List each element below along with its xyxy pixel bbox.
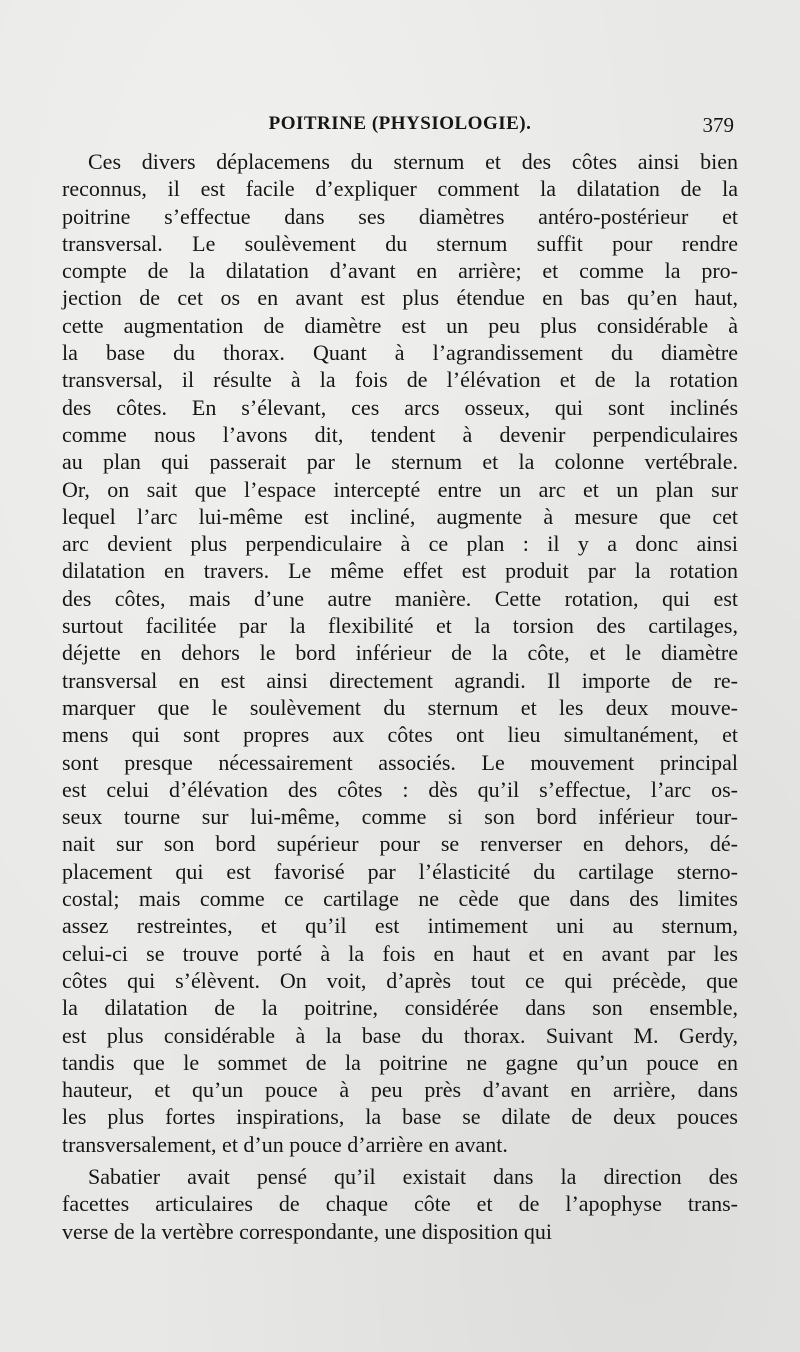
running-title-section: (PHYSIOLOGIE).: [371, 113, 532, 134]
text-line: la dilatation de la poitrine, considérée dans son ensemble,: [62, 995, 738, 1021]
text-line: verse de la vertèbre correspondante, une disposition qui: [62, 1218, 552, 1244]
text-line: est celui d’élévation des côtes : dès qu’il s’effectue, l’arc os-: [62, 776, 738, 802]
running-title: [62, 113, 738, 135]
text-line: au plan qui passerait par le sternum et la colonne vertébrale.: [62, 449, 738, 475]
text-line: lequel l’arc lui-même est incliné, augmente à mesure que cet: [62, 503, 738, 529]
text-line: poitrine s’effectue dans ses diamètres antéro-postérieur et: [62, 203, 738, 229]
text-line: sont presque nécessairement associés. Le mouvement principal: [62, 749, 738, 775]
text-line: arc devient plus perpendiculaire à ce plan : il y a donc ainsi: [62, 531, 738, 557]
text-line: transversal. Le soulèvement du sternum suffit pour rendre: [62, 230, 738, 256]
text-line: cette augmentation de diamètre est un peu plus considérable à: [62, 312, 738, 338]
text-line: nait sur son bord supérieur pour se renverser en dehors, dé-: [62, 831, 738, 857]
text-line: placement qui est favorisé par l’élasticité du cartilage sterno-: [62, 858, 738, 884]
running-title-main: POITRINE: [268, 113, 367, 134]
text-line: des côtes. En s’élevant, ces arcs osseux, qui sont inclinés: [62, 394, 738, 420]
text-line: seux tourne sur lui-même, comme si son bord inférieur tour-: [62, 804, 738, 830]
text-line: transversal en est ainsi directement agrandi. Il importe de re-: [62, 667, 738, 693]
text-line: comme nous l’avons dit, tendent à devenir perpendiculaires: [62, 421, 738, 447]
text-line: Sabatier avait pensé qu’il existait dans la direction des: [88, 1163, 738, 1189]
text-line: Ces divers déplacemens du sternum et des côtes ainsi bien: [88, 149, 738, 174]
paragraph-1: [62, 148, 738, 1158]
text-line: Or, on sait que l’espace intercepté entre un arc et un plan sur: [62, 476, 738, 502]
paragraph-2: [62, 1163, 738, 1245]
running-header: [62, 113, 738, 145]
text-line: celui-ci se trouve porté à la fois en haut et en avant par les: [62, 940, 738, 966]
text-line: tandis que le sommet de la poitrine ne gagne qu’un pouce en: [62, 1049, 738, 1075]
text-line: la base du thorax. Quant à l’agrandissement du diamètre: [62, 340, 738, 366]
text-line: jection de cet os en avant est plus étendue en bas qu’en haut,: [62, 285, 738, 311]
text-line: surtout facilitée par la flexibilité et la torsion des cartilages,: [62, 613, 738, 639]
text-line: dilatation en travers. Le même effet est produit par la rotation: [62, 558, 738, 584]
text-line: mens qui sont propres aux côtes ont lieu simultanément, et: [62, 722, 738, 748]
text-line: assez restreintes, et qu’il est intimement uni au sternum,: [62, 913, 738, 939]
text-line: hauteur, et qu’un pouce à peu près d’avant en arrière, dans: [62, 1077, 738, 1103]
text-line: compte de la dilatation d’avant en arrière; et comme la pro-: [62, 258, 738, 284]
body-text: [62, 148, 738, 1245]
text-line: marquer que le soulèvement du sternum et les deux mouve-: [62, 694, 738, 720]
text-line: est plus considérable à la base du thorax. Suivant M. Gerdy,: [62, 1022, 738, 1048]
text-line: des côtes, mais d’une autre manière. Cette rotation, qui est: [62, 585, 738, 611]
text-line: transversal, il résulte à la fois de l’élévation et de la rotation: [62, 367, 738, 393]
text-line: facettes articulaires de chaque côte et de l’apophyse trans-: [62, 1191, 738, 1217]
text-line: côtes qui s’élèvent. On voit, d’après tout ce qui précède, que: [62, 967, 738, 993]
text-line: déjette en dehors le bord inférieur de la côte, et le diamètre: [62, 640, 738, 666]
text-line: costal; mais comme ce cartilage ne cède que dans des limites: [62, 886, 738, 912]
text-line: transversalement, et d’un pouce d’arrière en avant.: [62, 1131, 508, 1157]
text-line: reconnus, il est facile d’expliquer comment la dilatation de la: [62, 176, 738, 202]
text-line: les plus fortes inspirations, la base se dilate de deux pouces: [62, 1104, 738, 1130]
page-number: 379: [702, 113, 734, 137]
